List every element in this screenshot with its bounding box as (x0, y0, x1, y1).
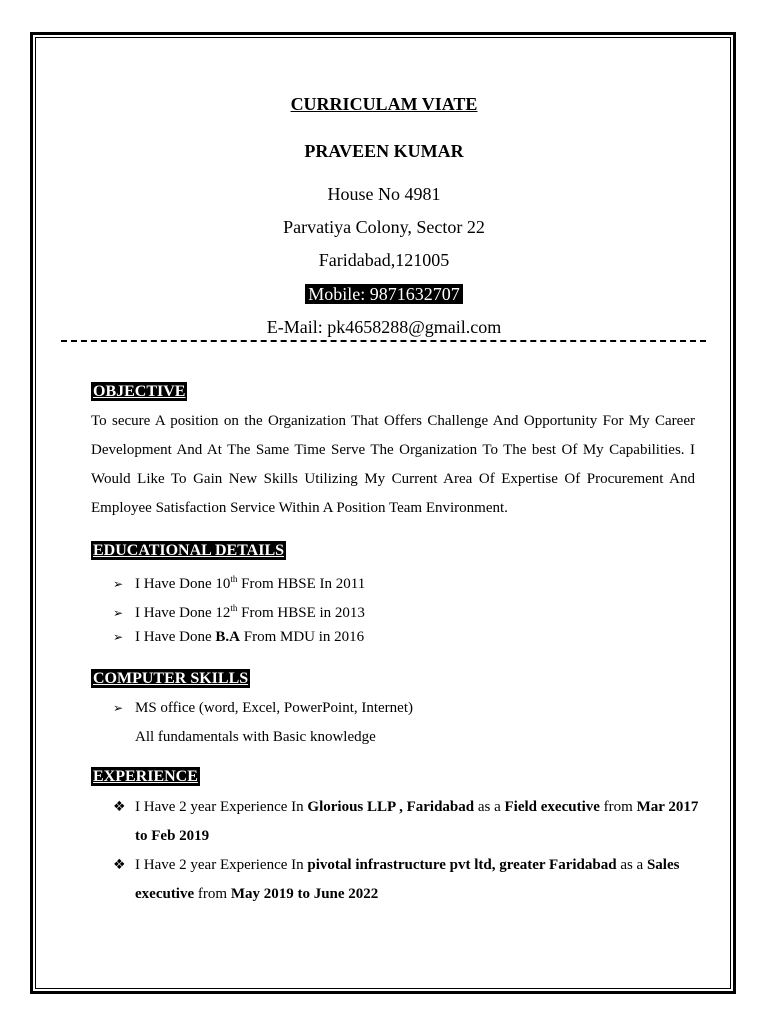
candidate-name: PRAVEEN KUMAR (304, 141, 464, 161)
computer-skill-note: All fundamentals with Basic knowledge (135, 729, 376, 745)
arrow-bullet-icon: ➢ (113, 606, 124, 620)
arrow-bullet-icon: ➢ (113, 577, 124, 591)
address-line-1: House No 4981 (327, 184, 441, 204)
address-line-2: Parvatiya Colony, Sector 22 (283, 217, 485, 237)
diamond-bullet-icon: ❖ (113, 799, 126, 815)
mobile-number: Mobile: 9871632707 (305, 284, 463, 304)
education-item: ➢ I Have Done 10th From HBSE In 2011 (113, 574, 366, 592)
arrow-bullet-icon: ➢ (113, 701, 124, 715)
computer-skill-item: ➢ MS office (word, Excel, PowerPoint, Internet) (113, 700, 413, 716)
computer-skills-heading: COMPUTER SKILLS (93, 670, 249, 687)
header-divider (61, 340, 706, 342)
diamond-bullet-icon: ❖ (113, 857, 126, 873)
education-item: ➢ I Have Done B.A From MDU in 2016 (113, 629, 365, 645)
education-heading: EDUCATIONAL DETAILS (93, 542, 285, 559)
objective-heading: OBJECTIVE (93, 383, 186, 400)
experience-item: ❖ I Have 2 year Experience In pivotal infrastructure pvt ltd, greater Faridabad as a Sales executive from May 2019 to June 2022 (113, 851, 703, 909)
experience-item: ❖ I Have 2 year Experience In Glorious LLP , Faridabad as a Field executive from Mar 2017 to Feb 2019 (113, 793, 703, 851)
mobile-line (0, 284, 768, 305)
document-title: CURRICULAM VIATE (290, 94, 478, 114)
education-item: ➢ I Have Done 12th From HBSE in 2013 (113, 603, 365, 621)
objective-text: To secure A position on the Organization That Offers Challenge And Opportunity For My Career Development And At The Same Time Serve The Organization To The best Of My Capabilities. I Would Like To Gain New Skills Utilizing My Current Area Of Expertise Of Procurement And Employee Satisfaction Service Within A Position Team Environment. (91, 413, 695, 516)
email-line: E-Mail: pk4658288@gmail.com (266, 317, 502, 337)
arrow-bullet-icon: ➢ (113, 630, 124, 644)
experience-heading: EXPERIENCE (93, 768, 198, 785)
address-line-3: Faridabad,121005 (318, 250, 450, 270)
